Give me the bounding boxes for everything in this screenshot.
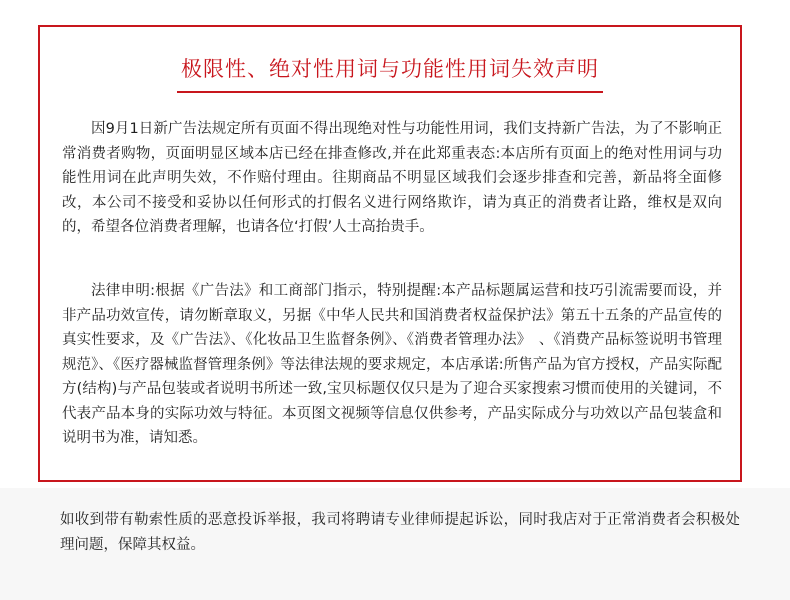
disclaimer-title: 极限性、绝对性用词与功能性用词失效声明	[177, 53, 603, 93]
disclaimer-paragraph-1: 因9月1日新广告法规定所有页面不得出现绝对性与功能性用词，我们支持新广告法，为了不影响正常消费者购物，页面明显区域本店已经在排查修改,并在此郑重表态:本店所有页面上的绝对性用词与功能性用词在此声明失效，不作赔付理由。往期商品不明显区域我们会逐步排查和完善，新品将全面修改，本公司不接受和妥协以任何形式的打假名义进行网络欺诈，请为真正的消费者让路，维权是双向的，希望各位消费者理解，也请各位‘打假’人士高抬贵手。	[62, 121, 722, 235]
disclaimer-box	[38, 25, 742, 482]
footer-text: 如收到带有勒索性质的恶意投诉举报，我司将聘请专业律师提起诉讼，同时我店对于正常消费者会积极处理问题，保障其权益。	[60, 512, 740, 553]
legal-statement-paragraph: 法律申明:根据《广告法》和工商部门指示，特别提醒:本产品标题属运营和技巧引流需要而设，并非产品功效宣传，请勿断章取义，另据《中华人民共和国消费者权益保护法》第五十五条的产品宣传的真实性要求，及《广告法》、《化妆品卫生监督条例》、《消费者管理办法》 、《消费产品标签说明书管理规范》、《医疗器械监督管理条例》等法律法规的要求规定，本店承诺:所售产品为官方授权，产品实际配方(结构)与产品包装或者说明书所述一致,宝贝标题仅仅只是为了迎合买家搜索习惯而使用的关键词，不代表产品本身的实际功效与特征。本页图文视频等信息仅供参考，产品实际成分与功效以产品包装盒和说明书为准，请知悉。	[62, 283, 722, 446]
footer-section	[0, 488, 790, 600]
title-wrap	[40, 53, 740, 93]
